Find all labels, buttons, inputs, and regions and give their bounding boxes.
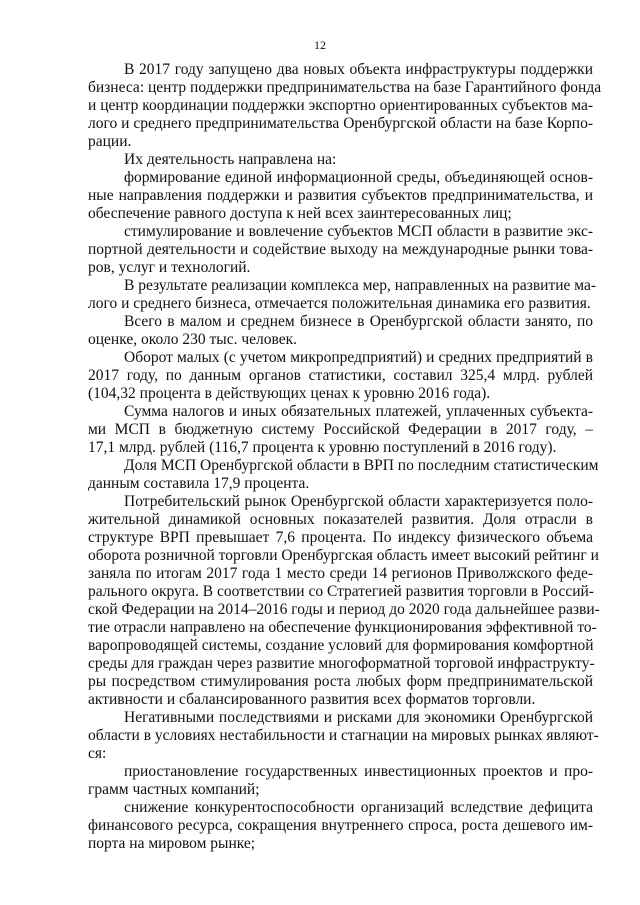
text-line: рации.: [88, 133, 132, 150]
text-line: Оборот малых (с учетом микропредприятий) и средних предприятий в: [124, 349, 593, 366]
text-line: финансового ресурса, сокращения внутреннего спроса, роста дешевого им-: [88, 817, 593, 834]
text-line: 2017 году, по данным органов статистики, составил 325,4 млрд. рублей: [88, 367, 593, 384]
text-line: среды для граждан через развитие многоформатной торговой инфраструкту-: [88, 655, 595, 672]
text-line: (104,32 процента в действующих ценах к уровню 2016 года).: [88, 385, 491, 402]
text-line: структуре ВРП превышает 7,6 процента. По индексу физического объема: [88, 529, 593, 546]
text-line: В 2017 году запущено два новых объекта инфраструктуры поддержки: [124, 61, 593, 78]
text-line: обеспечение равного доступа к ней всех заинтересованных лиц;: [88, 205, 512, 222]
text-line: Доля МСП Оренбургской области в ВРП по последним статистическим: [124, 457, 599, 474]
text-line: стимулирование и вовлечение субъектов МСП области в развитие экс-: [124, 223, 593, 240]
text-line: варопроводящей системы, создание условий для формирования комфортной: [88, 637, 594, 654]
text-line: активности и сбалансированного развития всех форматов торговли.: [88, 691, 536, 708]
text-line: ров, услуг и технологий.: [88, 259, 251, 276]
text-line: данным составила 17,9 процента.: [88, 475, 310, 492]
text-line: ры посредством стимулирования роста любых форм предпринимательской: [88, 673, 593, 690]
text-line: лого и среднего предпринимательства Оренбургской области на базе Корпо-: [88, 115, 593, 132]
text-line: оборота розничной торговли Оренбургская область имеет высокий рейтинг и: [88, 547, 599, 564]
text-line: оценке, около 230 тыс. человек.: [88, 331, 298, 348]
text-line: Их деятельность направлена на:: [124, 151, 337, 168]
text-line: рального округа. В соответствии со Стратегией развития торговли в Россий-: [88, 583, 594, 600]
text-line: тие отрасли направлено на обеспечение функционирования эффективной то-: [88, 619, 597, 636]
text-line: формирование единой информационной среды, объединяющей основ-: [124, 169, 593, 186]
page-number: 12: [314, 38, 326, 52]
text-line: Сумма налогов и иных обязательных платежей, уплаченных субъекта-: [124, 403, 593, 420]
text-line: и центр координации поддержки экспортно ориентированных субъектов ма-: [88, 97, 593, 114]
text-line: Всего в малом и среднем бизнесе в Оренбургской области занято, по: [124, 313, 593, 330]
text-line: Негативными последствиями и рисками для экономики Оренбургской: [124, 709, 593, 726]
text-line: 17,1 млрд. рублей (116,7 процента к уровню поступлений в 2016 году).: [88, 439, 557, 456]
text-line: приостановление государственных инвестиционных проектов и про-: [124, 763, 593, 780]
text-line: ся:: [88, 745, 107, 762]
text-line: Потребительский рынок Оренбургской области характеризуется поло-: [124, 493, 593, 510]
text-line: порта на мировом рынке;: [88, 835, 256, 852]
text-line: жительной динамикой основных показателей развития. Доля отрасли в: [88, 511, 593, 528]
text-line: портной деятельности и содействие выходу на международные рынки това-: [88, 241, 593, 258]
text-line: снижение конкурентоспособности организаций вследствие дефицита: [124, 799, 593, 816]
text-line: ми МСП в бюджетную систему Российской Федерации в 2017 году, –: [88, 421, 593, 438]
text-line: грамм частных компаний;: [88, 781, 260, 798]
text-line: бизнеса: центр поддержки предпринимательства на базе Гарантийного фонда: [88, 79, 602, 96]
text-line: заняла по итогам 2017 года 1 место среди 14 регионов Приволжского феде-: [88, 565, 593, 582]
text-line: В результате реализации комплекса мер, направленных на развитие ма-: [124, 277, 597, 294]
text-line: ской Федерации на 2014–2016 годы и период до 2020 года дальнейшее разви-: [88, 601, 600, 618]
text-line: лого и среднего бизнеса, отмечается положительная динамика его развития.: [88, 295, 591, 312]
text-line: ные направления поддержки и развития субъектов предпринимательства, и: [88, 187, 593, 204]
text-line: области в условиях нестабильности и стагнации на мировых рынках являют-: [88, 727, 599, 744]
